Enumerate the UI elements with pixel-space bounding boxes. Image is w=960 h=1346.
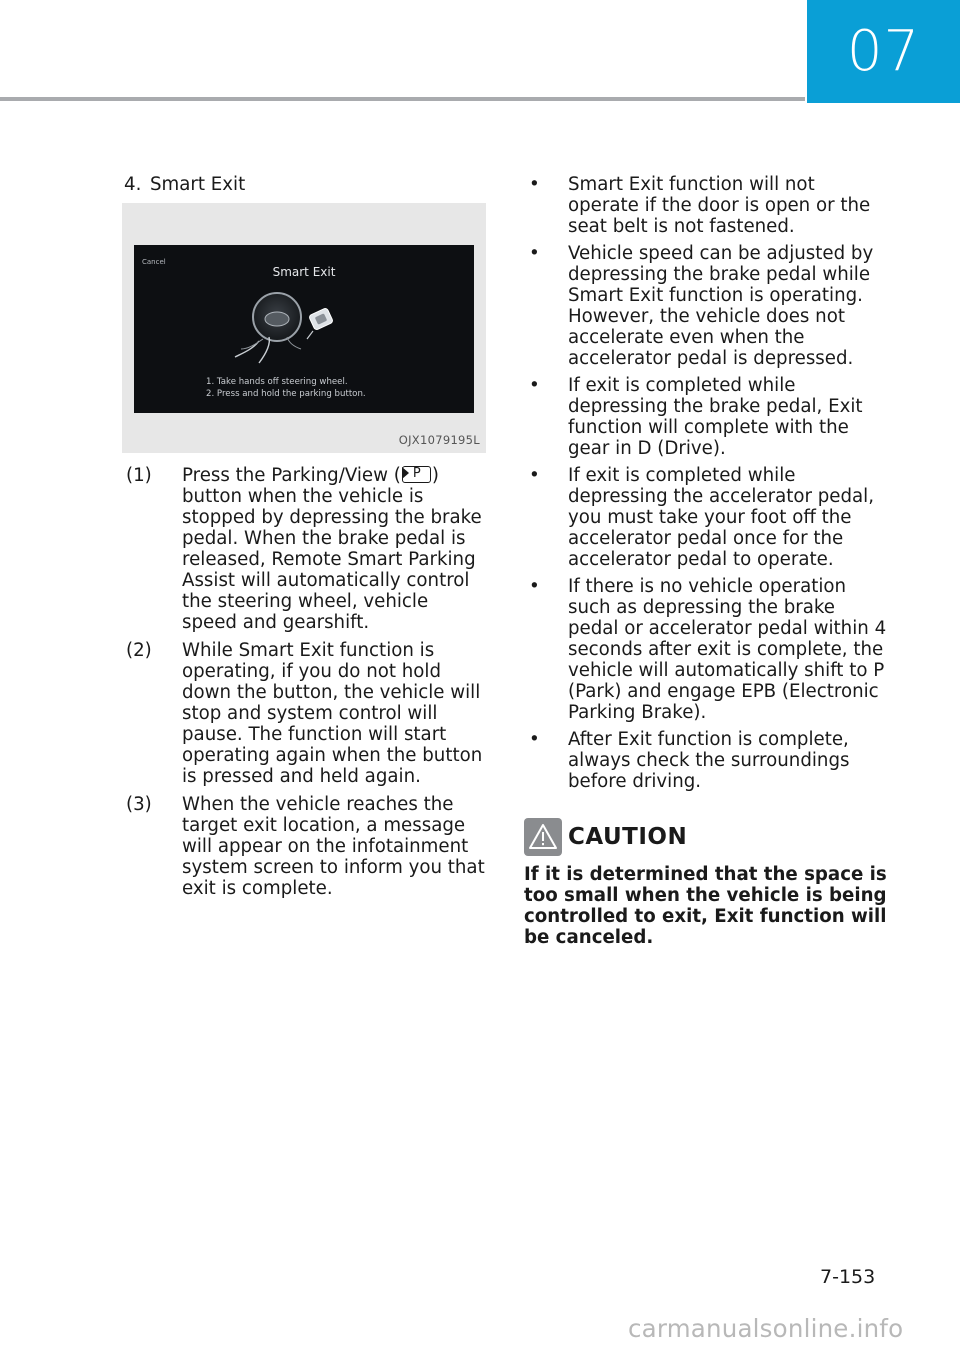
section-title: Smart Exit (150, 174, 246, 195)
chapter-tab (807, 0, 960, 103)
note-item (524, 729, 889, 792)
note-item (524, 465, 889, 570)
step-list (122, 465, 488, 899)
page-number: 7-153 (820, 1266, 876, 1288)
note-text: Vehicle speed can be adjusted by depressing the brake pedal while Smart Exit function is operating. However, the vehicle does not accelerate even when the accelerator pedal is depressed. (568, 243, 874, 369)
bullet-icon: • (529, 375, 540, 396)
smart-exit-figure (122, 203, 486, 453)
step-text-part: Press the Parking/View ( (182, 465, 401, 486)
bullet-icon: • (529, 729, 540, 750)
note-text: If exit is completed while depressing the accelerator pedal, you must take your foot off the accelerator pedal once for the accelerator pedal to operate. (568, 465, 875, 570)
step-item (122, 465, 488, 633)
bullet-icon: • (529, 576, 540, 597)
parking-view-button-icon: P (402, 466, 431, 483)
note-text: If there is no vehicle operation such as depressing the brake pedal or accelerator pedal within 4 seconds after exit is complete, the vehicle will automatically shift to P (Park) and engage EPB (Electronic Parking Brake). (568, 576, 887, 723)
screen-cancel-label: Cancel (142, 258, 166, 266)
bullet-icon: • (529, 465, 540, 486)
screen-instruction-line: 1. Take hands off steering wheel. (206, 377, 348, 387)
section-number: 4. (124, 174, 142, 195)
section-heading (122, 174, 488, 195)
watermark: carmanualsonline.info (628, 1314, 904, 1343)
step-number: (1) (126, 465, 152, 486)
infotainment-screen-image (134, 245, 474, 413)
figure-code: OJX1079195L (398, 433, 480, 447)
step-item (122, 794, 488, 899)
step-number: (2) (126, 640, 152, 661)
screen-instructions (206, 376, 366, 400)
note-item (524, 243, 889, 369)
screen-instruction-line: 2. Press and hold the parking button. (206, 389, 366, 399)
screen-title: Smart Exit (272, 265, 336, 279)
bullet-icon: • (529, 174, 540, 195)
warning-triangle-icon (524, 818, 562, 856)
step-item (122, 640, 488, 787)
step-number: (3) (126, 794, 152, 815)
notes-list (524, 174, 889, 792)
caution-text: If it is determined that the space is too small when the vehicle is being controlled to exit, Exit function will be canceled. (524, 864, 887, 948)
note-text: If exit is completed while depressing the brake pedal, Exit function will complete with the gear in D (Drive). (568, 375, 863, 459)
note-item (524, 375, 889, 459)
steering-wheel-hands-off-illustration (229, 279, 359, 369)
bullet-icon: • (529, 243, 540, 264)
chapter-number: 07 (846, 19, 921, 84)
header-rule (0, 97, 805, 101)
note-text: After Exit function is complete, always check the surroundings before driving. (568, 729, 850, 792)
caution-header (524, 818, 889, 856)
caution-title: CAUTION (568, 823, 688, 850)
step-text: When the vehicle reaches the target exit location, a message will appear on the infotainment system screen to inform you that exit is complete. (182, 794, 485, 899)
step-text-part: ) button when the vehicle is stopped by depressing the brake pedal. When the brake pedal is released, Remote Smart Parking Assist will automatically control the steering wheel, vehicle speed and gearshift. (182, 465, 482, 633)
left-column (122, 174, 488, 906)
step-text: While Smart Exit function is operating, if you do not hold down the button, the vehicle will stop and system control will pause. The function will start operating again when the button is pressed and held again. (182, 640, 483, 787)
note-text: Smart Exit function will not operate if the door is open or the seat belt is not fastened. (568, 174, 871, 237)
right-column (524, 174, 889, 948)
note-item (524, 576, 889, 723)
note-item (524, 174, 889, 237)
